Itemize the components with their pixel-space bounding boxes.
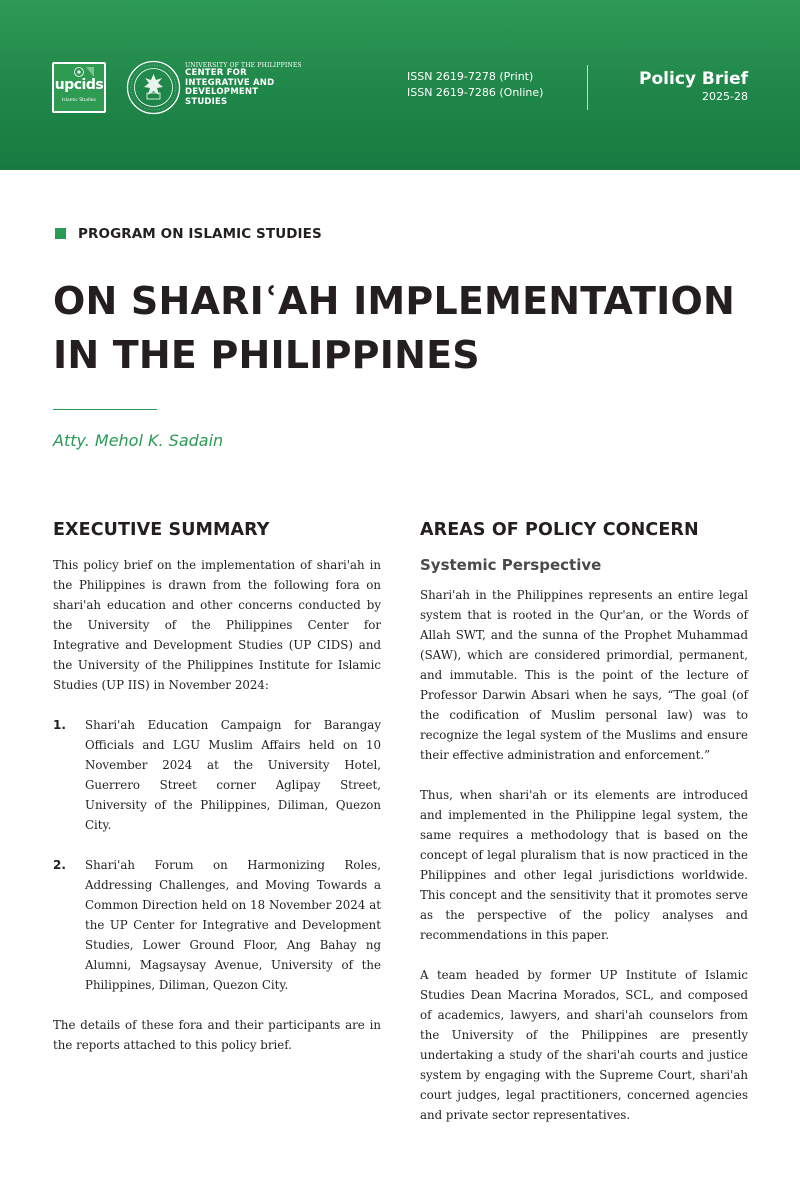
- issn-print: ISSN 2619-7278 (Print): [407, 70, 534, 83]
- author-name: Atty. Mehol K. Sadain: [53, 431, 224, 450]
- university-seal-icon: [126, 60, 181, 115]
- center-name-line: CENTER FOR: [185, 68, 247, 78]
- executive-summary-column: [53, 518, 381, 1055]
- issn-online: ISSN 2619-7286 (Online): [407, 86, 544, 99]
- program-label: [55, 226, 322, 242]
- list-item: [53, 715, 381, 835]
- brief-number: 2025-28: [702, 90, 748, 103]
- policy-concern-heading: AREAS OF POLICY CONCERN: [420, 520, 699, 540]
- systemic-perspective-heading: Systemic Perspective: [420, 556, 602, 574]
- list-item-number: 2.: [53, 858, 66, 872]
- executive-summary-heading: EXECUTIVE SUMMARY: [53, 520, 270, 540]
- executive-summary-intro: This policy brief on the implementation of shari'ah in the Philippines is drawn from the following fora on shari'ah education and other concerns conducted by the University of the Philippines Center for Integrative and Development Studies (UP CIDS) and the University of the Philippines Institute for Islamic Studies (UP IIS) in November 2024:: [53, 558, 381, 692]
- list-item-text: Shari'ah Education Campaign for Barangay Officials and LGU Muslim Affairs held on 10 November 2024 at the University Hotel, Guerrero Street corner Aglipay Street, University of the Philippines, Diliman, Quezon City.: [85, 718, 381, 832]
- policy-concern-column: [420, 518, 748, 1125]
- executive-summary-closing: The details of these fora and their participants are in the reports attached to this policy brief.: [53, 1018, 381, 1052]
- upcids-logo-subtext: Islamic Studies: [62, 98, 96, 103]
- brief-title: Policy Brief: [639, 69, 748, 89]
- center-name: [185, 62, 302, 107]
- policy-paragraph: Thus, when shari'ah or its elements are introduced and implemented in the Philippine legal system, the same requires a methodology that is based on the concept of legal pluralism that is now practiced in the Philippines and other legal jurisdictions worldwide. This concept and the sensitivity that it promotes serve as the perspective of the policy analyses and recommendations in this paper.: [420, 788, 748, 942]
- program-square-icon: [55, 228, 66, 239]
- title-rule: [53, 409, 157, 410]
- title-line: IN THE PHILIPPINES: [53, 333, 480, 377]
- issn-block: [407, 69, 543, 101]
- list-item: [53, 855, 381, 995]
- policy-paragraph: Shari'ah in the Philippines represents an entire legal system that is rooted in the Qur'an, or the Words of Allah SWT, and the sunna of the Prophet Muhammad (SAW), which are considered primordial, permanent, and immutable. This is the point of the lecture of Professor Darwin Absari when he says, “The goal (of the codification of Muslim personal law) was to recognize the legal system of the Muslims and ensure their effective administration and enforcement.”: [420, 588, 748, 762]
- page-title: [53, 274, 773, 382]
- upcids-logo-text: upcids: [54, 77, 104, 93]
- upcids-emblem-icon: [64, 66, 94, 77]
- policy-paragraph: A team headed by former UP Institute of Islamic Studies Dean Macrina Morados, SCL, and composed of academics, lawyers, and shari'ah counselors from the University of the Philippines are presently undertaking a study of the shari'ah courts and justice system by engaging with the Supreme Court, shari'ah court judges, legal practitioners, concerned agencies and private sector representatives.: [420, 968, 748, 1122]
- title-line: ON SHARIʿAH IMPLEMENTATION: [53, 279, 736, 323]
- policy-brief-label: [639, 68, 748, 104]
- header-divider: [587, 65, 588, 110]
- center-name-university: UNIVERSITY OF THE PHILIPPINES: [185, 62, 302, 69]
- center-name-line: DEVELOPMENT: [185, 87, 259, 97]
- program-name: PROGRAM ON ISLAMIC STUDIES: [78, 226, 322, 242]
- header-band: [0, 0, 800, 170]
- list-item-number: 1.: [53, 718, 66, 732]
- center-name-line: STUDIES: [185, 96, 228, 107]
- list-item-text: Shari'ah Forum on Harmonizing Roles, Addressing Challenges, and Moving Towards a Common Direction held on 18 November 2024 at the UP Center for Integrative and Development Studies, Lower Ground Floor, Ang Bahay ng Alumni, Magsaysay Avenue, University of the Philippines, Diliman, Quezon City.: [85, 858, 381, 992]
- center-name-line: INTEGRATIVE AND: [185, 77, 275, 88]
- upcids-logo: [52, 62, 106, 113]
